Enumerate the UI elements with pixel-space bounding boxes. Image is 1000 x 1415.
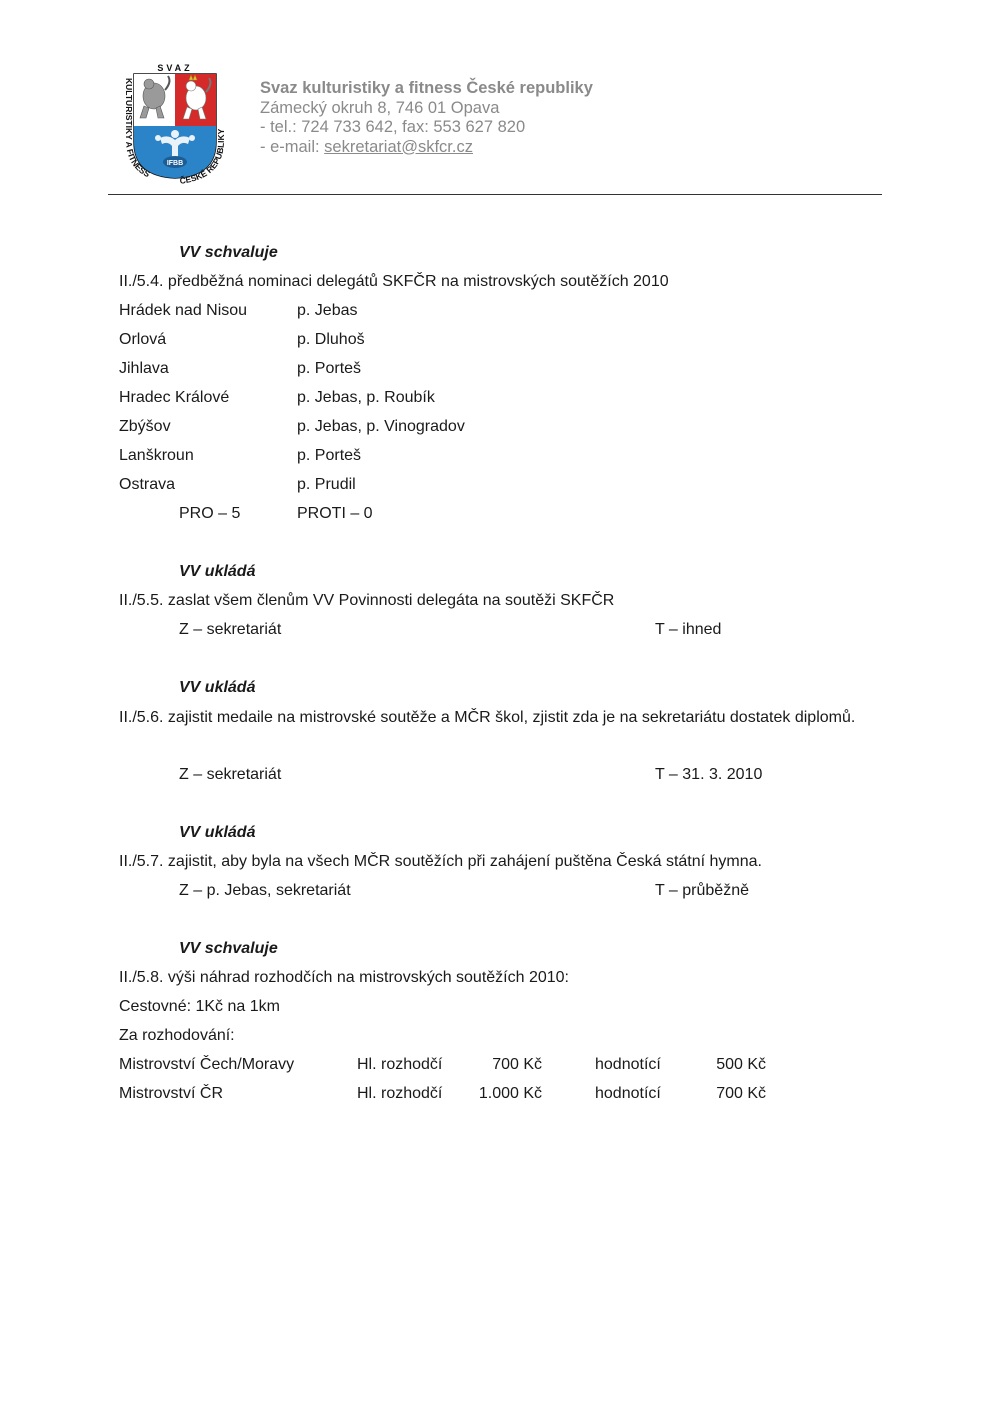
nomination-place: Jihlava bbox=[119, 360, 169, 377]
responsible-party: Z – p. Jebas, sekretariát bbox=[179, 882, 351, 899]
svg-text:KULTURISTIKY A FITNESS: KULTURISTIKY A FITNESS bbox=[123, 78, 152, 180]
deadline: T – průběžně bbox=[655, 882, 749, 899]
section-heading: VV ukládá bbox=[179, 824, 256, 841]
svg-text:SVAZ: SVAZ bbox=[157, 63, 193, 73]
vote-pro: PRO – 5 bbox=[179, 505, 241, 522]
section-heading: VV schvaluje bbox=[179, 244, 278, 261]
federation-logo bbox=[116, 62, 234, 188]
resolution-text: II./5.8. výši náhrad rozhodčích na mistrovských soutěžích 2010: bbox=[119, 969, 569, 986]
nomination-person: p. Jebas, p. Roubík bbox=[297, 389, 435, 406]
responsible-party: Z – sekretariát bbox=[179, 766, 282, 783]
section-heading: VV ukládá bbox=[179, 679, 256, 696]
chief-judge-fee: 1.000 Kč bbox=[478, 1085, 542, 1102]
vote-proti: PROTI – 0 bbox=[297, 505, 373, 522]
organization-name: Svaz kulturistiky a fitness České republiky bbox=[260, 79, 593, 97]
nomination-place: Orlová bbox=[119, 331, 167, 348]
resolution-text: II./5.6. zajistit medaile na mistrovské soutěže a MČR škol, zjistit zda je na sekretariátu dostatek diplomů. bbox=[119, 709, 856, 726]
judge-fee: 700 Kč bbox=[716, 1085, 766, 1102]
svg-text:ČESKÉ REPUBLIKY: ČESKÉ REPUBLIKY bbox=[179, 128, 227, 186]
resolution-text: II./5.5. zaslat všem členům VV Povinnosti delegáta na soutěži SKFČR bbox=[119, 592, 615, 609]
organization-phone: - tel.: 724 733 642, fax: 553 627 820 bbox=[260, 118, 526, 136]
deadline: T – ihned bbox=[655, 621, 722, 638]
header-divider bbox=[108, 194, 882, 195]
judge-label: hodnotící bbox=[595, 1056, 661, 1073]
organization-email-line bbox=[260, 138, 593, 158]
competition-name: Mistrovství Čech/Moravy bbox=[119, 1056, 295, 1073]
letterhead bbox=[260, 79, 593, 157]
logo-badge-text: IFBB bbox=[166, 160, 184, 167]
email-prefix: - e-mail: bbox=[260, 137, 325, 156]
nomination-person: p. Porteš bbox=[297, 447, 362, 464]
nomination-place: Zbýšov bbox=[119, 418, 171, 435]
chief-judge-label: Hl. rozhodčí bbox=[357, 1085, 443, 1102]
judge-fee: 500 Kč bbox=[716, 1056, 766, 1073]
resolution-text: II./5.4. předběžná nominaci delegátů SKFČR na mistrovských soutěžích 2010 bbox=[119, 273, 669, 290]
nomination-place: Hradec Králové bbox=[119, 389, 230, 406]
nomination-person: p. Porteš bbox=[297, 360, 362, 377]
travel-allowance: Cestovné: 1Kč na 1km bbox=[119, 998, 280, 1015]
section-heading: VV schvaluje bbox=[179, 940, 278, 957]
nomination-place: Hrádek nad Nisou bbox=[119, 302, 248, 319]
nomination-person: p. Jebas bbox=[297, 302, 358, 319]
resolution-text: II./5.7. zajistit, aby byla na všech MČR soutěžích při zahájení puštěna Česká státní hymna. bbox=[119, 853, 762, 870]
nomination-person: p. Prudil bbox=[297, 476, 356, 493]
chief-judge-fee: 700 Kč bbox=[492, 1056, 542, 1073]
judge-label: hodnotící bbox=[595, 1085, 661, 1102]
chief-judge-label: Hl. rozhodčí bbox=[357, 1056, 443, 1073]
organization-address: Zámecký okruh 8, 746 01 Opava bbox=[260, 98, 500, 117]
section-heading: VV ukládá bbox=[179, 563, 256, 580]
deadline: T – 31. 3. 2010 bbox=[655, 766, 763, 783]
nomination-place: Ostrava bbox=[119, 476, 176, 493]
nomination-place: Lanškroun bbox=[119, 447, 194, 464]
responsible-party: Z – sekretariát bbox=[179, 621, 282, 638]
nomination-person: p. Jebas, p. Vinogradov bbox=[297, 418, 465, 435]
nomination-person: p. Dluhoš bbox=[297, 331, 365, 348]
decision-fees-label: Za rozhodování: bbox=[119, 1027, 235, 1044]
email-link[interactable]: sekretariat@skfcr.cz bbox=[324, 137, 473, 156]
competition-name: Mistrovství ČR bbox=[119, 1085, 223, 1102]
